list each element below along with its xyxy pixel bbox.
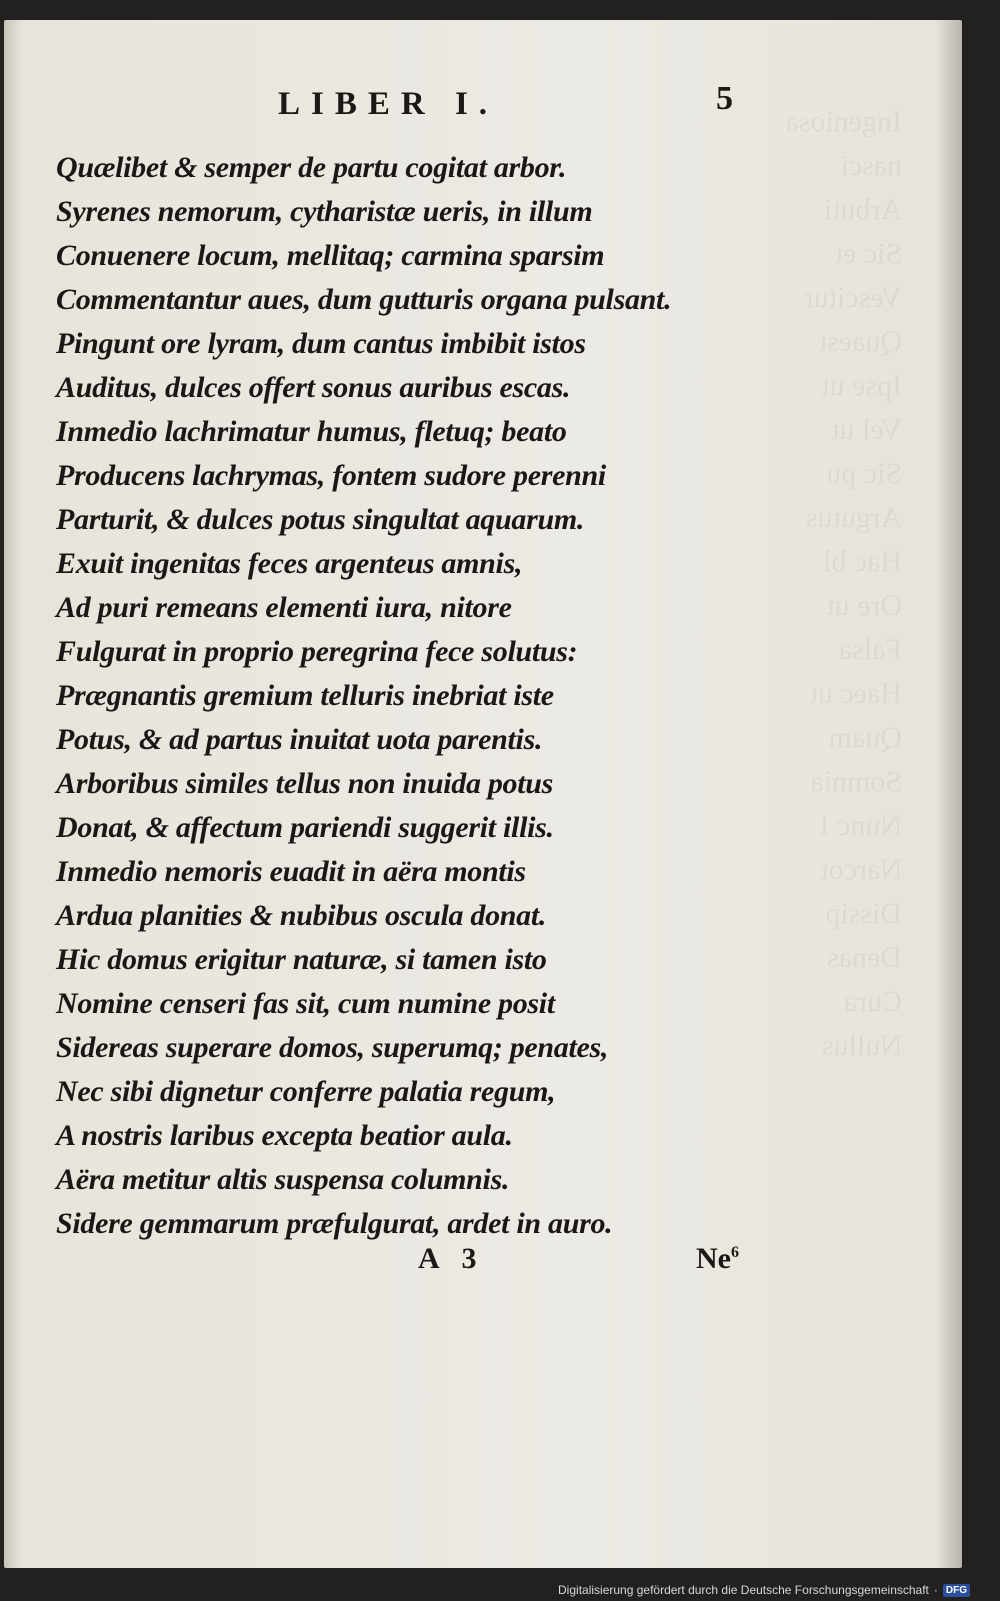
- verse-line: Hic domus erigitur naturæ, si tamen isto: [56, 943, 547, 976]
- verse-text-block: [56, 146, 776, 1246]
- verse-line: Prægnantis gremium telluris inebriat iste: [56, 679, 554, 712]
- signature-mark: A 3: [418, 1242, 485, 1275]
- page-edge-shadow: [936, 20, 962, 1568]
- verse-line: Ad puri remeans elementi iura, nitore: [56, 591, 512, 624]
- verse-line: Sidereas superare domos, superumq; penates,: [56, 1031, 609, 1064]
- verse-line: Exuit ingenitas feces argenteus amnis,: [56, 547, 523, 580]
- verse-line: Fulgurat in proprio peregrina fece solutus:: [56, 635, 578, 668]
- running-head: LIBER I.: [278, 86, 499, 122]
- page-footer: [4, 1242, 962, 1282]
- verse-line: Parturit, & dulces potus singultat aquarum.: [56, 503, 585, 536]
- dfg-logo-icon: DFG: [943, 1584, 970, 1597]
- verse-line: Pingunt ore lyram, dum cantus imbibit istos: [56, 327, 586, 360]
- verse-line: Sidere gemmarum præfulgurat, ardet in auro.: [56, 1207, 613, 1240]
- verse-line: Producens lachrymas, fontem sudore perenni: [56, 459, 606, 492]
- catchword: [696, 1242, 739, 1276]
- verse-line: Quælibet & semper de partu cogitat arbor.: [56, 151, 567, 184]
- verse-line: Nec sibi dignetur conferre palatia regum,: [56, 1075, 556, 1108]
- verse-line: Arboribus similes tellus non inuida potus: [56, 767, 554, 800]
- verse-line: Inmedio lachrimatur humus, fletuq; beato: [56, 415, 567, 448]
- verse-line: A nostris laribus excepta beatior aula.: [56, 1119, 513, 1152]
- verse-line: Donat, & affectum pariendi suggerit illis.: [56, 811, 554, 844]
- verse-line: Inmedio nemoris euadit in aëra montis: [56, 855, 526, 888]
- digitization-credit: Digitalisierung gefördert durch die Deutsche Forschungsgemeinschaft · DFG: [558, 1583, 970, 1597]
- verse-line: Syrenes nemorum, cytharistæ ueris, in illum: [56, 195, 593, 228]
- show-through-text: Ingeniosa nasci Arbuti Sic et Vescitur Quaest Ipse ut Vel ut Sic pu Argutus Hac bl Ore ut Falsa Haec ut Quam Somnia Nunc I Narcot Dissip Denas Cura Nullus: [785, 105, 902, 1062]
- verse-line: Potus, & ad partus inuitat uota parentis.: [56, 723, 543, 756]
- credit-text: Digitalisierung gefördert durch die Deutsche Forschungsgemeinschaft: [558, 1583, 929, 1597]
- verse-line: Ardua planities & nubibus oscula donat.: [56, 899, 547, 932]
- verse-line: Aëra metitur altis suspensa columnis.: [56, 1163, 510, 1196]
- book-page: [4, 20, 962, 1568]
- verse-line: Conuenere locum, mellitaq; carmina sparsim: [56, 239, 605, 272]
- verse-line: Commentantur aues, dum gutturis organa pulsant.: [56, 283, 672, 316]
- catchword-text: Ne: [696, 1242, 731, 1275]
- verse-line: Auditus, dulces offert sonus auribus escas.: [56, 371, 571, 404]
- verse-line: Nomine censeri fas sit, cum numine posit: [56, 987, 555, 1020]
- catchword-superscript: 6: [730, 1244, 739, 1261]
- folio-number: 5: [716, 80, 733, 117]
